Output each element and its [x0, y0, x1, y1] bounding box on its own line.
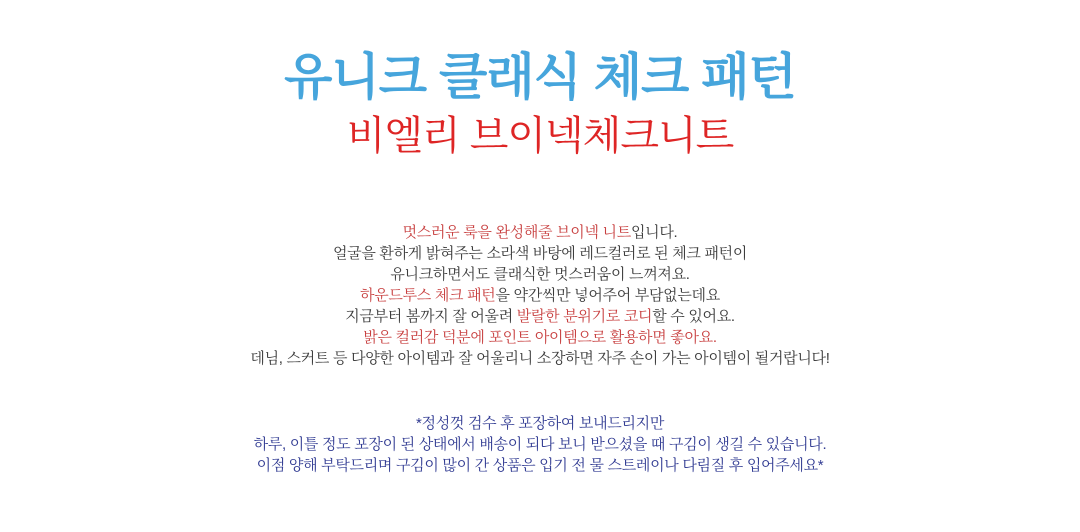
description-line: [0, 264, 1080, 285]
description-segment: 데님, 스커트 등 다양한 아이템과 잘 어울리니 소장하면 자주 손이 가는 아이템이 될거랍니다!: [250, 350, 830, 367]
description-line: [0, 222, 1080, 243]
description-line: [0, 306, 1080, 327]
page-subtitle: 비엘리 브이넥체크니트: [346, 114, 734, 158]
page-title: 유니크 클래식 체크 패턴: [284, 49, 796, 105]
description-segment: 유니크하면서도 클래식한 멋스러움이 느껴져요.: [390, 266, 690, 283]
description-segment: 얼굴을 환하게 밝혀주는 소라색 바탕에 레드컬러로 된 체크 패턴이: [332, 245, 748, 262]
description-line: [0, 285, 1080, 306]
description-segment: 지금부터 봄까지 잘 어울려: [345, 308, 517, 325]
description-segment: 멋스러운 룩을 완성해줄 브이넥 니트: [402, 224, 631, 241]
description-line: [0, 348, 1080, 369]
description-segment: 발랄한 분위기로 코디: [516, 308, 653, 325]
shipping-notice: [0, 413, 1080, 476]
description-line: [0, 243, 1080, 264]
description-segment: 을 약간씩만 넣어주어 부담없는데요: [495, 287, 720, 304]
description-segment: 하운드투스 체크 패턴: [360, 287, 496, 304]
description-segment: 밝은 컬러감 덕분에 포인트 아이템으로 활용하면 좋아요.: [363, 329, 717, 346]
notice-line: 이점 양해 부탁드리며 구김이 많이 간 상품은 입기 전 물 스트레이나 다림질 후 입어주세요*: [256, 457, 824, 474]
description-segment: 입니다.: [630, 224, 678, 241]
notice-line: *정성껏 검수 후 포장하여 보내드리지만: [415, 415, 665, 432]
product-description-text: [0, 222, 1080, 369]
notice-line: 하루, 이틀 정도 포장이 된 상태에서 배송이 되다 보니 받으셨을 때 구김이 생길 수 있습니다.: [253, 436, 827, 453]
description-line: [0, 327, 1080, 348]
description-segment: 할 수 있어요.: [652, 308, 735, 325]
